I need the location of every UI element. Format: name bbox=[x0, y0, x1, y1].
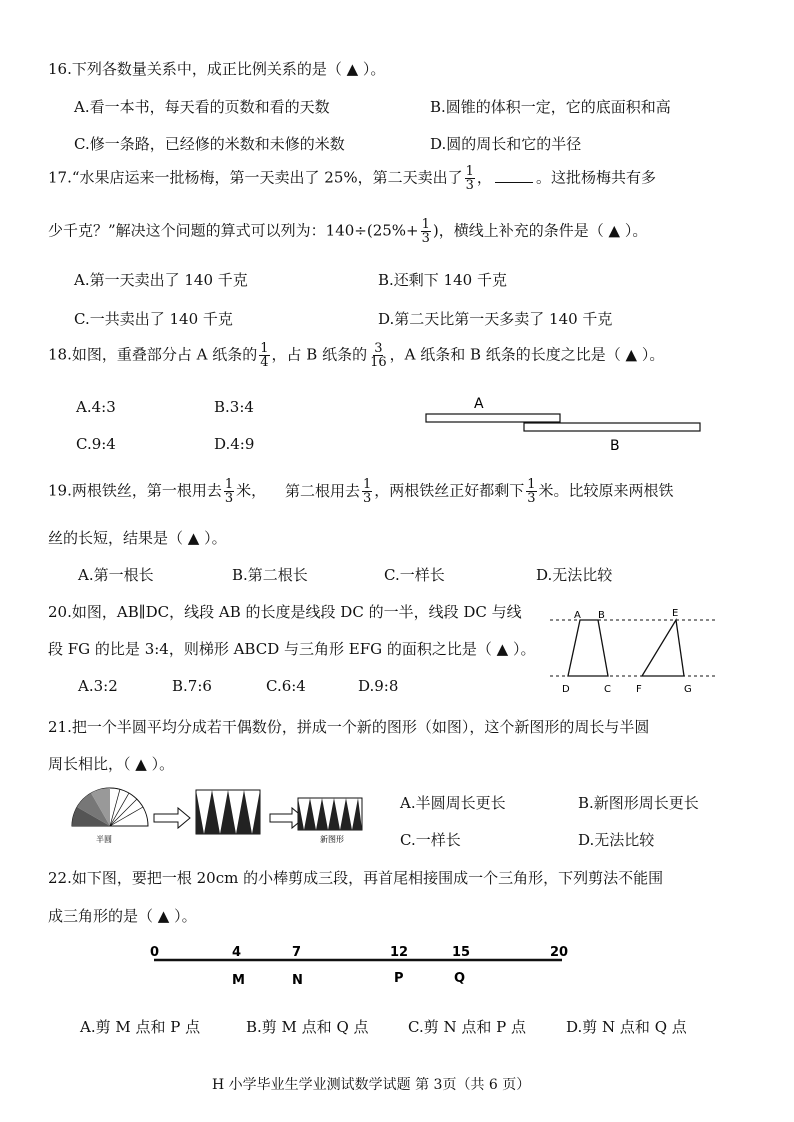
strip-a bbox=[426, 414, 560, 422]
q17-option-b: B.还剩下 140 千克 bbox=[378, 271, 507, 289]
strip-b bbox=[524, 423, 700, 431]
q19-line2: 丝的长短，结果是（ ▲ ）。 bbox=[48, 529, 227, 547]
q19-text-b: 米， bbox=[236, 481, 267, 500]
q20-trapezoid-triangle-figure bbox=[548, 604, 718, 696]
point-f-label: F bbox=[636, 684, 642, 695]
q18-option-c: C.9:4 bbox=[76, 435, 116, 453]
q19-text-d: ，两根铁丝正好都剩下 bbox=[374, 481, 525, 500]
q17-text-b: ， bbox=[476, 168, 492, 187]
q19-option-b: B.第二根长 bbox=[232, 566, 308, 584]
semicircle-caption: 半圆 bbox=[96, 835, 112, 844]
q18-option-a: A.4:3 bbox=[76, 398, 116, 416]
q19-fraction-3: $\frac{1}{3}$ bbox=[527, 477, 536, 506]
q20-option-a: A.3:2 bbox=[78, 677, 118, 695]
tick-0: 0 bbox=[150, 945, 160, 960]
q17-formula: 少千克？”解决这个问题的算式可以列为：140÷(25%+ bbox=[48, 221, 419, 240]
q21-option-b: B.新图形周长更长 bbox=[578, 794, 699, 812]
q20-option-c: C.6:4 bbox=[266, 677, 306, 695]
q19-line1 bbox=[48, 478, 674, 505]
q21-option-a: A.半圆周长更长 bbox=[400, 794, 506, 812]
semicircle-fan bbox=[72, 788, 148, 826]
q22-line2: 成三角形的是（ ▲ ）。 bbox=[48, 907, 197, 925]
q16-option-a: A.看一本书，每天看的页数和看的天数 bbox=[74, 98, 330, 116]
q19-fraction-2: $\frac{1}{3}$ bbox=[362, 477, 372, 506]
q20-option-b: B.7:6 bbox=[172, 677, 212, 695]
triangle-efg bbox=[642, 620, 684, 676]
q22-option-d: D.剪 N 点和 Q 点 bbox=[566, 1018, 687, 1036]
q17-fraction-2: $\frac{1}{3}$ bbox=[421, 217, 430, 246]
q17-text-a: 17.“水果店运来一批杨梅，第一天卖出了 25%，第二天卖出了 bbox=[48, 168, 463, 187]
q22-option-a: A.剪 M 点和 P 点 bbox=[80, 1018, 201, 1036]
q21-line1: 21.把一个半圆平均分成若干偶数份，拼成一个新的图形（如图），这个新图形的周长与半圆 bbox=[48, 718, 650, 736]
q18-text-c: ，A 纸条和 B 纸条的长度之比是（ ▲ ）。 bbox=[389, 345, 665, 364]
q22-line1: 22.如下图，要把一根 20cm 的小棒剪成三段，再首尾相接围成一个三角形，下列剪法不能围 bbox=[48, 869, 664, 887]
point-a-label: A bbox=[574, 610, 581, 621]
tick-7: 7 bbox=[292, 945, 302, 960]
q18-fraction-1: $\frac{1}{4}$ bbox=[260, 341, 269, 370]
q18-stem bbox=[48, 342, 664, 369]
point-q: Q bbox=[454, 971, 466, 986]
q17-option-c: C.一共卖出了 140 千克 bbox=[74, 310, 233, 328]
q20-line2: 段 FG 的比是 3:4，则梯形 ABCD 与三角形 EFG 的面积之比是（ ▲ ）。 bbox=[48, 640, 536, 658]
q16-option-c: C.修一条路，已经修的米数和未修的米数 bbox=[74, 135, 345, 153]
point-e-label: E bbox=[672, 608, 679, 619]
q20-option-d: D.9:8 bbox=[358, 677, 399, 695]
new-shape-caption: 新图形 bbox=[320, 835, 344, 844]
q18-text-b: ，占 B 纸条的 bbox=[271, 345, 368, 364]
arrow-1 bbox=[154, 808, 190, 828]
q20-line1: 20.如图，AB∥DC，线段 AB 的长度是线段 DC 的一半，线段 DC 与线 bbox=[48, 603, 522, 621]
q16-option-d: D.圆的周长和它的半径 bbox=[430, 135, 582, 153]
q18-option-b: B.3:4 bbox=[214, 398, 254, 416]
q19-text-e: 米。比较原来两根铁 bbox=[538, 481, 674, 500]
tick-12: 12 bbox=[390, 945, 409, 960]
q19-option-d: D.无法比较 bbox=[536, 566, 613, 584]
q17-fraction: $\frac{1}{3}$ bbox=[465, 164, 474, 193]
point-p: P bbox=[394, 971, 404, 986]
q22-number-line bbox=[140, 940, 580, 992]
strip-b-label: B bbox=[610, 438, 620, 454]
q19-fraction-1: $\frac{1}{3}$ bbox=[224, 477, 234, 506]
point-m: M bbox=[232, 973, 245, 988]
q18-text-a: 18.如图，重叠部分占 A 纸条的 bbox=[48, 345, 258, 364]
tick-20: 20 bbox=[550, 945, 569, 960]
q18-strips-figure bbox=[420, 392, 710, 454]
q16-stem: 16.下列各数量关系中，成正比例关系的是（ ▲ ）。 bbox=[48, 60, 386, 78]
rearranged-shape-2 bbox=[298, 798, 362, 830]
point-d-label: D bbox=[562, 684, 570, 695]
q17-option-d: D.第二天比第一天多卖了 140 千克 bbox=[378, 310, 613, 328]
q19-option-a: A.第一根长 bbox=[78, 566, 154, 584]
tick-15: 15 bbox=[452, 945, 471, 960]
q17-blank bbox=[495, 170, 533, 183]
q19-text-a: 19.两根铁丝，第一根用去 bbox=[48, 481, 222, 500]
q22-option-c: C.剪 N 点和 P 点 bbox=[408, 1018, 527, 1036]
rearranged-shape-1 bbox=[196, 790, 260, 834]
q16-option-b: B.圆锥的体积一定，它的底面积和高 bbox=[430, 98, 671, 116]
q19-text-c: 第二根用去 bbox=[284, 481, 360, 500]
q18-fraction-2: $\frac{3}{16}$ bbox=[370, 341, 387, 370]
q22-option-b: B.剪 M 点和 Q 点 bbox=[246, 1018, 369, 1036]
q17-option-a: A.第一天卖出了 140 千克 bbox=[74, 271, 248, 289]
q17-line2 bbox=[48, 218, 647, 245]
q21-semicircle-figure bbox=[66, 786, 378, 846]
q17-line1 bbox=[48, 165, 656, 192]
q17-text-c: 。这批杨梅共有多 bbox=[535, 168, 656, 187]
page-footer: H 小学毕业生学业测试数学试题 第 3页（共 6 页） bbox=[212, 1077, 531, 1093]
point-c-label: C bbox=[604, 684, 611, 695]
q17-formula-end: )，横线上补充的条件是（ ▲ ）。 bbox=[432, 221, 648, 240]
q21-line2: 周长相比，（ ▲ ）。 bbox=[48, 755, 175, 773]
tick-4: 4 bbox=[232, 945, 242, 960]
point-g-label: G bbox=[684, 684, 692, 695]
strip-a-label: A bbox=[474, 396, 484, 412]
trapezoid-abcd bbox=[568, 620, 608, 676]
q21-option-d: D.无法比较 bbox=[578, 831, 655, 849]
q21-option-c: C.一样长 bbox=[400, 831, 461, 849]
point-b-label: B bbox=[598, 610, 605, 621]
point-n: N bbox=[292, 973, 303, 988]
q19-option-c: C.一样长 bbox=[384, 566, 445, 584]
q18-option-d: D.4:9 bbox=[214, 435, 255, 453]
